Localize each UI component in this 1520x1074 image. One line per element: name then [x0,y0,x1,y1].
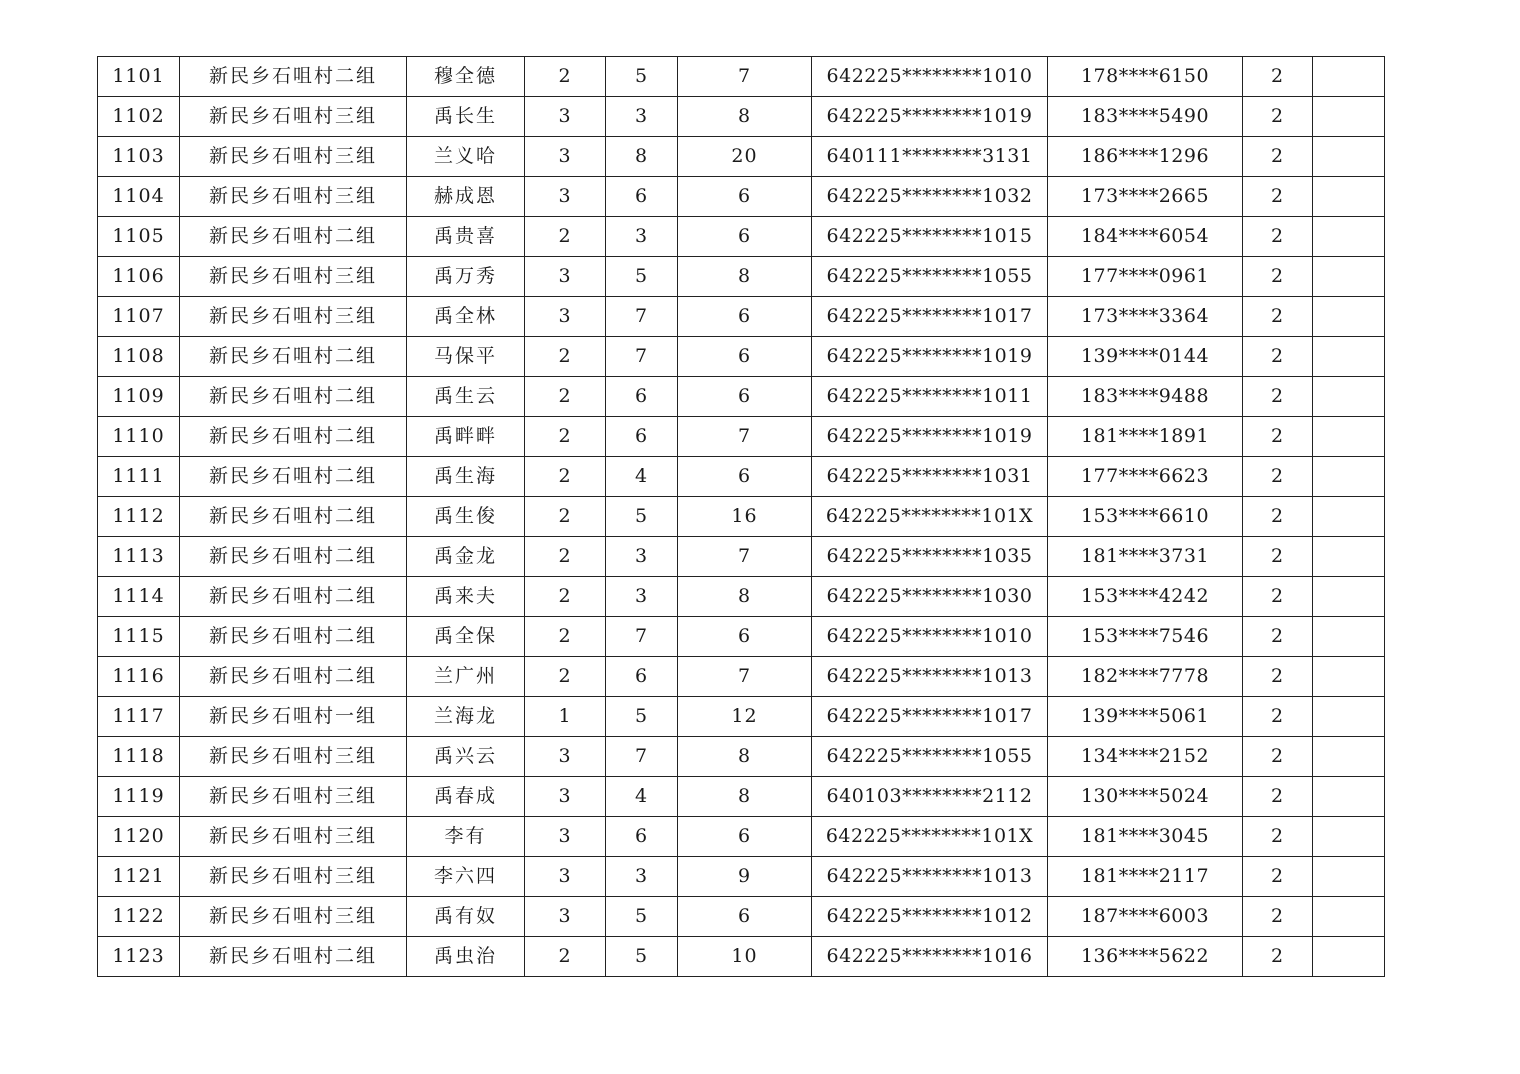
seq-cell: 1101 [98,57,180,97]
seq-cell: 1111 [98,457,180,497]
count-a-cell: 8 [606,137,678,177]
type-cell: 2 [1243,777,1313,817]
remark-cell [1313,57,1385,97]
id-number-cell: 642225********1017 [812,697,1048,737]
type-cell: 2 [1243,97,1313,137]
seq-cell: 1118 [98,737,180,777]
type-cell: 2 [1243,857,1313,897]
count-a-cell: 5 [606,697,678,737]
count-b-cell: 6 [678,897,812,937]
remark-cell [1313,497,1385,537]
name-cell: 禹虫治 [407,937,525,977]
name-cell: 禹春成 [407,777,525,817]
phone-cell: 183****9488 [1048,377,1243,417]
seq-cell: 1105 [98,217,180,257]
address-cell: 新民乡石咀村三组 [180,737,407,777]
seq-cell: 1121 [98,857,180,897]
name-cell: 禹贵喜 [407,217,525,257]
name-cell: 禹兴云 [407,737,525,777]
count-a-cell: 6 [606,417,678,457]
seq-cell: 1103 [98,137,180,177]
table-row [98,497,1385,537]
count-b-cell: 7 [678,537,812,577]
remark-cell [1313,577,1385,617]
count-b-cell: 6 [678,177,812,217]
group-cell: 3 [525,777,606,817]
data-table [97,56,1385,977]
seq-cell: 1114 [98,577,180,617]
count-a-cell: 6 [606,177,678,217]
phone-cell: 187****6003 [1048,897,1243,937]
count-b-cell: 8 [678,577,812,617]
type-cell: 2 [1243,577,1313,617]
name-cell: 禹全林 [407,297,525,337]
table-row [98,737,1385,777]
remark-cell [1313,177,1385,217]
id-number-cell: 642225********1013 [812,857,1048,897]
count-a-cell: 6 [606,817,678,857]
group-cell: 2 [525,657,606,697]
count-a-cell: 3 [606,537,678,577]
name-cell: 禹长生 [407,97,525,137]
seq-cell: 1106 [98,257,180,297]
seq-cell: 1119 [98,777,180,817]
remark-cell [1313,337,1385,377]
count-b-cell: 6 [678,217,812,257]
phone-cell: 178****6150 [1048,57,1243,97]
seq-cell: 1120 [98,817,180,857]
address-cell: 新民乡石咀村二组 [180,537,407,577]
address-cell: 新民乡石咀村一组 [180,697,407,737]
phone-cell: 181****1891 [1048,417,1243,457]
group-cell: 2 [525,57,606,97]
type-cell: 2 [1243,177,1313,217]
id-number-cell: 642225********1016 [812,937,1048,977]
table-row [98,177,1385,217]
id-number-cell: 642225********1019 [812,417,1048,457]
phone-cell: 173****2665 [1048,177,1243,217]
group-cell: 2 [525,497,606,537]
remark-cell [1313,817,1385,857]
id-number-cell: 642225********1019 [812,97,1048,137]
group-cell: 2 [525,617,606,657]
table-row [98,937,1385,977]
count-a-cell: 6 [606,377,678,417]
table-row [98,617,1385,657]
name-cell: 兰广州 [407,657,525,697]
phone-cell: 139****5061 [1048,697,1243,737]
table-row [98,457,1385,497]
count-b-cell: 12 [678,697,812,737]
seq-cell: 1122 [98,897,180,937]
id-number-cell: 642225********1015 [812,217,1048,257]
phone-cell: 136****5622 [1048,937,1243,977]
count-b-cell: 8 [678,737,812,777]
count-b-cell: 7 [678,657,812,697]
phone-cell: 181****3045 [1048,817,1243,857]
seq-cell: 1108 [98,337,180,377]
phone-cell: 181****2117 [1048,857,1243,897]
table-row [98,137,1385,177]
id-number-cell: 640111********3131 [812,137,1048,177]
count-b-cell: 7 [678,57,812,97]
count-a-cell: 4 [606,777,678,817]
table-row [98,257,1385,297]
count-b-cell: 6 [678,297,812,337]
id-number-cell: 642225********1055 [812,257,1048,297]
phone-cell: 186****1296 [1048,137,1243,177]
count-b-cell: 8 [678,257,812,297]
remark-cell [1313,897,1385,937]
type-cell: 2 [1243,617,1313,657]
name-cell: 禹全保 [407,617,525,657]
table-row [98,657,1385,697]
remark-cell [1313,137,1385,177]
type-cell: 2 [1243,537,1313,577]
group-cell: 3 [525,257,606,297]
seq-cell: 1116 [98,657,180,697]
count-a-cell: 5 [606,897,678,937]
name-cell: 李六四 [407,857,525,897]
name-cell: 马保平 [407,337,525,377]
remark-cell [1313,417,1385,457]
remark-cell [1313,217,1385,257]
group-cell: 3 [525,817,606,857]
group-cell: 2 [525,577,606,617]
address-cell: 新民乡石咀村三组 [180,177,407,217]
table-row [98,577,1385,617]
remark-cell [1313,657,1385,697]
address-cell: 新民乡石咀村三组 [180,257,407,297]
phone-cell: 183****5490 [1048,97,1243,137]
name-cell: 赫成恩 [407,177,525,217]
count-b-cell: 16 [678,497,812,537]
id-number-cell: 642225********1030 [812,577,1048,617]
count-b-cell: 7 [678,417,812,457]
seq-cell: 1115 [98,617,180,657]
group-cell: 3 [525,297,606,337]
remark-cell [1313,97,1385,137]
count-a-cell: 7 [606,337,678,377]
remark-cell [1313,857,1385,897]
phone-cell: 173****3364 [1048,297,1243,337]
name-cell: 禹有奴 [407,897,525,937]
address-cell: 新民乡石咀村二组 [180,417,407,457]
seq-cell: 1112 [98,497,180,537]
type-cell: 2 [1243,657,1313,697]
count-a-cell: 4 [606,457,678,497]
id-number-cell: 642225********1012 [812,897,1048,937]
count-a-cell: 7 [606,617,678,657]
table-row [98,697,1385,737]
seq-cell: 1104 [98,177,180,217]
group-cell: 2 [525,937,606,977]
count-a-cell: 5 [606,57,678,97]
seq-cell: 1107 [98,297,180,337]
name-cell: 禹金龙 [407,537,525,577]
table-row [98,217,1385,257]
group-cell: 2 [525,457,606,497]
seq-cell: 1109 [98,377,180,417]
name-cell: 兰海龙 [407,697,525,737]
name-cell: 禹生云 [407,377,525,417]
phone-cell: 153****6610 [1048,497,1243,537]
table-row [98,417,1385,457]
count-a-cell: 3 [606,97,678,137]
group-cell: 3 [525,897,606,937]
name-cell: 禹生俊 [407,497,525,537]
remark-cell [1313,737,1385,777]
address-cell: 新民乡石咀村二组 [180,377,407,417]
type-cell: 2 [1243,297,1313,337]
name-cell: 穆全德 [407,57,525,97]
seq-cell: 1117 [98,697,180,737]
id-number-cell: 642225********101X [812,497,1048,537]
group-cell: 2 [525,417,606,457]
type-cell: 2 [1243,817,1313,857]
table-row [98,97,1385,137]
address-cell: 新民乡石咀村三组 [180,137,407,177]
remark-cell [1313,297,1385,337]
table-body [98,57,1385,977]
table-row [98,857,1385,897]
name-cell: 李有 [407,817,525,857]
address-cell: 新民乡石咀村二组 [180,217,407,257]
address-cell: 新民乡石咀村二组 [180,577,407,617]
name-cell: 禹畔畔 [407,417,525,457]
id-number-cell: 642225********1010 [812,57,1048,97]
seq-cell: 1102 [98,97,180,137]
remark-cell [1313,457,1385,497]
id-number-cell: 642225********1019 [812,337,1048,377]
address-cell: 新民乡石咀村三组 [180,897,407,937]
phone-cell: 177****0961 [1048,257,1243,297]
address-cell: 新民乡石咀村三组 [180,777,407,817]
table-row [98,337,1385,377]
type-cell: 2 [1243,337,1313,377]
address-cell: 新民乡石咀村三组 [180,857,407,897]
count-a-cell: 3 [606,217,678,257]
count-b-cell: 6 [678,617,812,657]
seq-cell: 1123 [98,937,180,977]
address-cell: 新民乡石咀村二组 [180,937,407,977]
phone-cell: 134****2152 [1048,737,1243,777]
id-number-cell: 640103********2112 [812,777,1048,817]
remark-cell [1313,537,1385,577]
name-cell: 禹来夫 [407,577,525,617]
seq-cell: 1110 [98,417,180,457]
type-cell: 2 [1243,217,1313,257]
table-row [98,57,1385,97]
address-cell: 新民乡石咀村二组 [180,337,407,377]
address-cell: 新民乡石咀村二组 [180,497,407,537]
remark-cell [1313,937,1385,977]
remark-cell [1313,617,1385,657]
name-cell: 禹万秀 [407,257,525,297]
count-b-cell: 6 [678,457,812,497]
phone-cell: 181****3731 [1048,537,1243,577]
type-cell: 2 [1243,497,1313,537]
group-cell: 2 [525,337,606,377]
id-number-cell: 642225********1031 [812,457,1048,497]
count-b-cell: 8 [678,777,812,817]
phone-cell: 182****7778 [1048,657,1243,697]
type-cell: 2 [1243,257,1313,297]
phone-cell: 153****7546 [1048,617,1243,657]
count-b-cell: 8 [678,97,812,137]
count-a-cell: 6 [606,657,678,697]
id-number-cell: 642225********1011 [812,377,1048,417]
id-number-cell: 642225********1013 [812,657,1048,697]
group-cell: 3 [525,857,606,897]
address-cell: 新民乡石咀村三组 [180,817,407,857]
count-a-cell: 5 [606,257,678,297]
remark-cell [1313,377,1385,417]
table-row [98,537,1385,577]
id-number-cell: 642225********1032 [812,177,1048,217]
type-cell: 2 [1243,137,1313,177]
phone-cell: 177****6623 [1048,457,1243,497]
group-cell: 2 [525,537,606,577]
group-cell: 3 [525,97,606,137]
count-a-cell: 3 [606,857,678,897]
group-cell: 1 [525,697,606,737]
type-cell: 2 [1243,377,1313,417]
id-number-cell: 642225********101X [812,817,1048,857]
name-cell: 禹生海 [407,457,525,497]
group-cell: 3 [525,137,606,177]
group-cell: 2 [525,217,606,257]
id-number-cell: 642225********1017 [812,297,1048,337]
count-b-cell: 6 [678,337,812,377]
address-cell: 新民乡石咀村三组 [180,297,407,337]
phone-cell: 130****5024 [1048,777,1243,817]
count-a-cell: 5 [606,497,678,537]
count-a-cell: 7 [606,737,678,777]
type-cell: 2 [1243,937,1313,977]
table-row [98,777,1385,817]
seq-cell: 1113 [98,537,180,577]
group-cell: 3 [525,177,606,217]
type-cell: 2 [1243,737,1313,777]
name-cell: 兰义哈 [407,137,525,177]
type-cell: 2 [1243,57,1313,97]
count-b-cell: 20 [678,137,812,177]
id-number-cell: 642225********1055 [812,737,1048,777]
address-cell: 新民乡石咀村三组 [180,97,407,137]
address-cell: 新民乡石咀村二组 [180,617,407,657]
count-a-cell: 7 [606,297,678,337]
type-cell: 2 [1243,697,1313,737]
table-row [98,897,1385,937]
address-cell: 新民乡石咀村二组 [180,657,407,697]
id-number-cell: 642225********1035 [812,537,1048,577]
type-cell: 2 [1243,417,1313,457]
count-a-cell: 3 [606,577,678,617]
address-cell: 新民乡石咀村二组 [180,457,407,497]
address-cell: 新民乡石咀村二组 [180,57,407,97]
remark-cell [1313,697,1385,737]
type-cell: 2 [1243,457,1313,497]
table-row [98,377,1385,417]
group-cell: 3 [525,737,606,777]
phone-cell: 153****4242 [1048,577,1243,617]
phone-cell: 184****6054 [1048,217,1243,257]
remark-cell [1313,777,1385,817]
count-b-cell: 10 [678,937,812,977]
table-row [98,297,1385,337]
table-row [98,817,1385,857]
count-a-cell: 5 [606,937,678,977]
type-cell: 2 [1243,897,1313,937]
count-b-cell: 6 [678,817,812,857]
count-b-cell: 9 [678,857,812,897]
count-b-cell: 6 [678,377,812,417]
remark-cell [1313,257,1385,297]
phone-cell: 139****0144 [1048,337,1243,377]
id-number-cell: 642225********1010 [812,617,1048,657]
group-cell: 2 [525,377,606,417]
